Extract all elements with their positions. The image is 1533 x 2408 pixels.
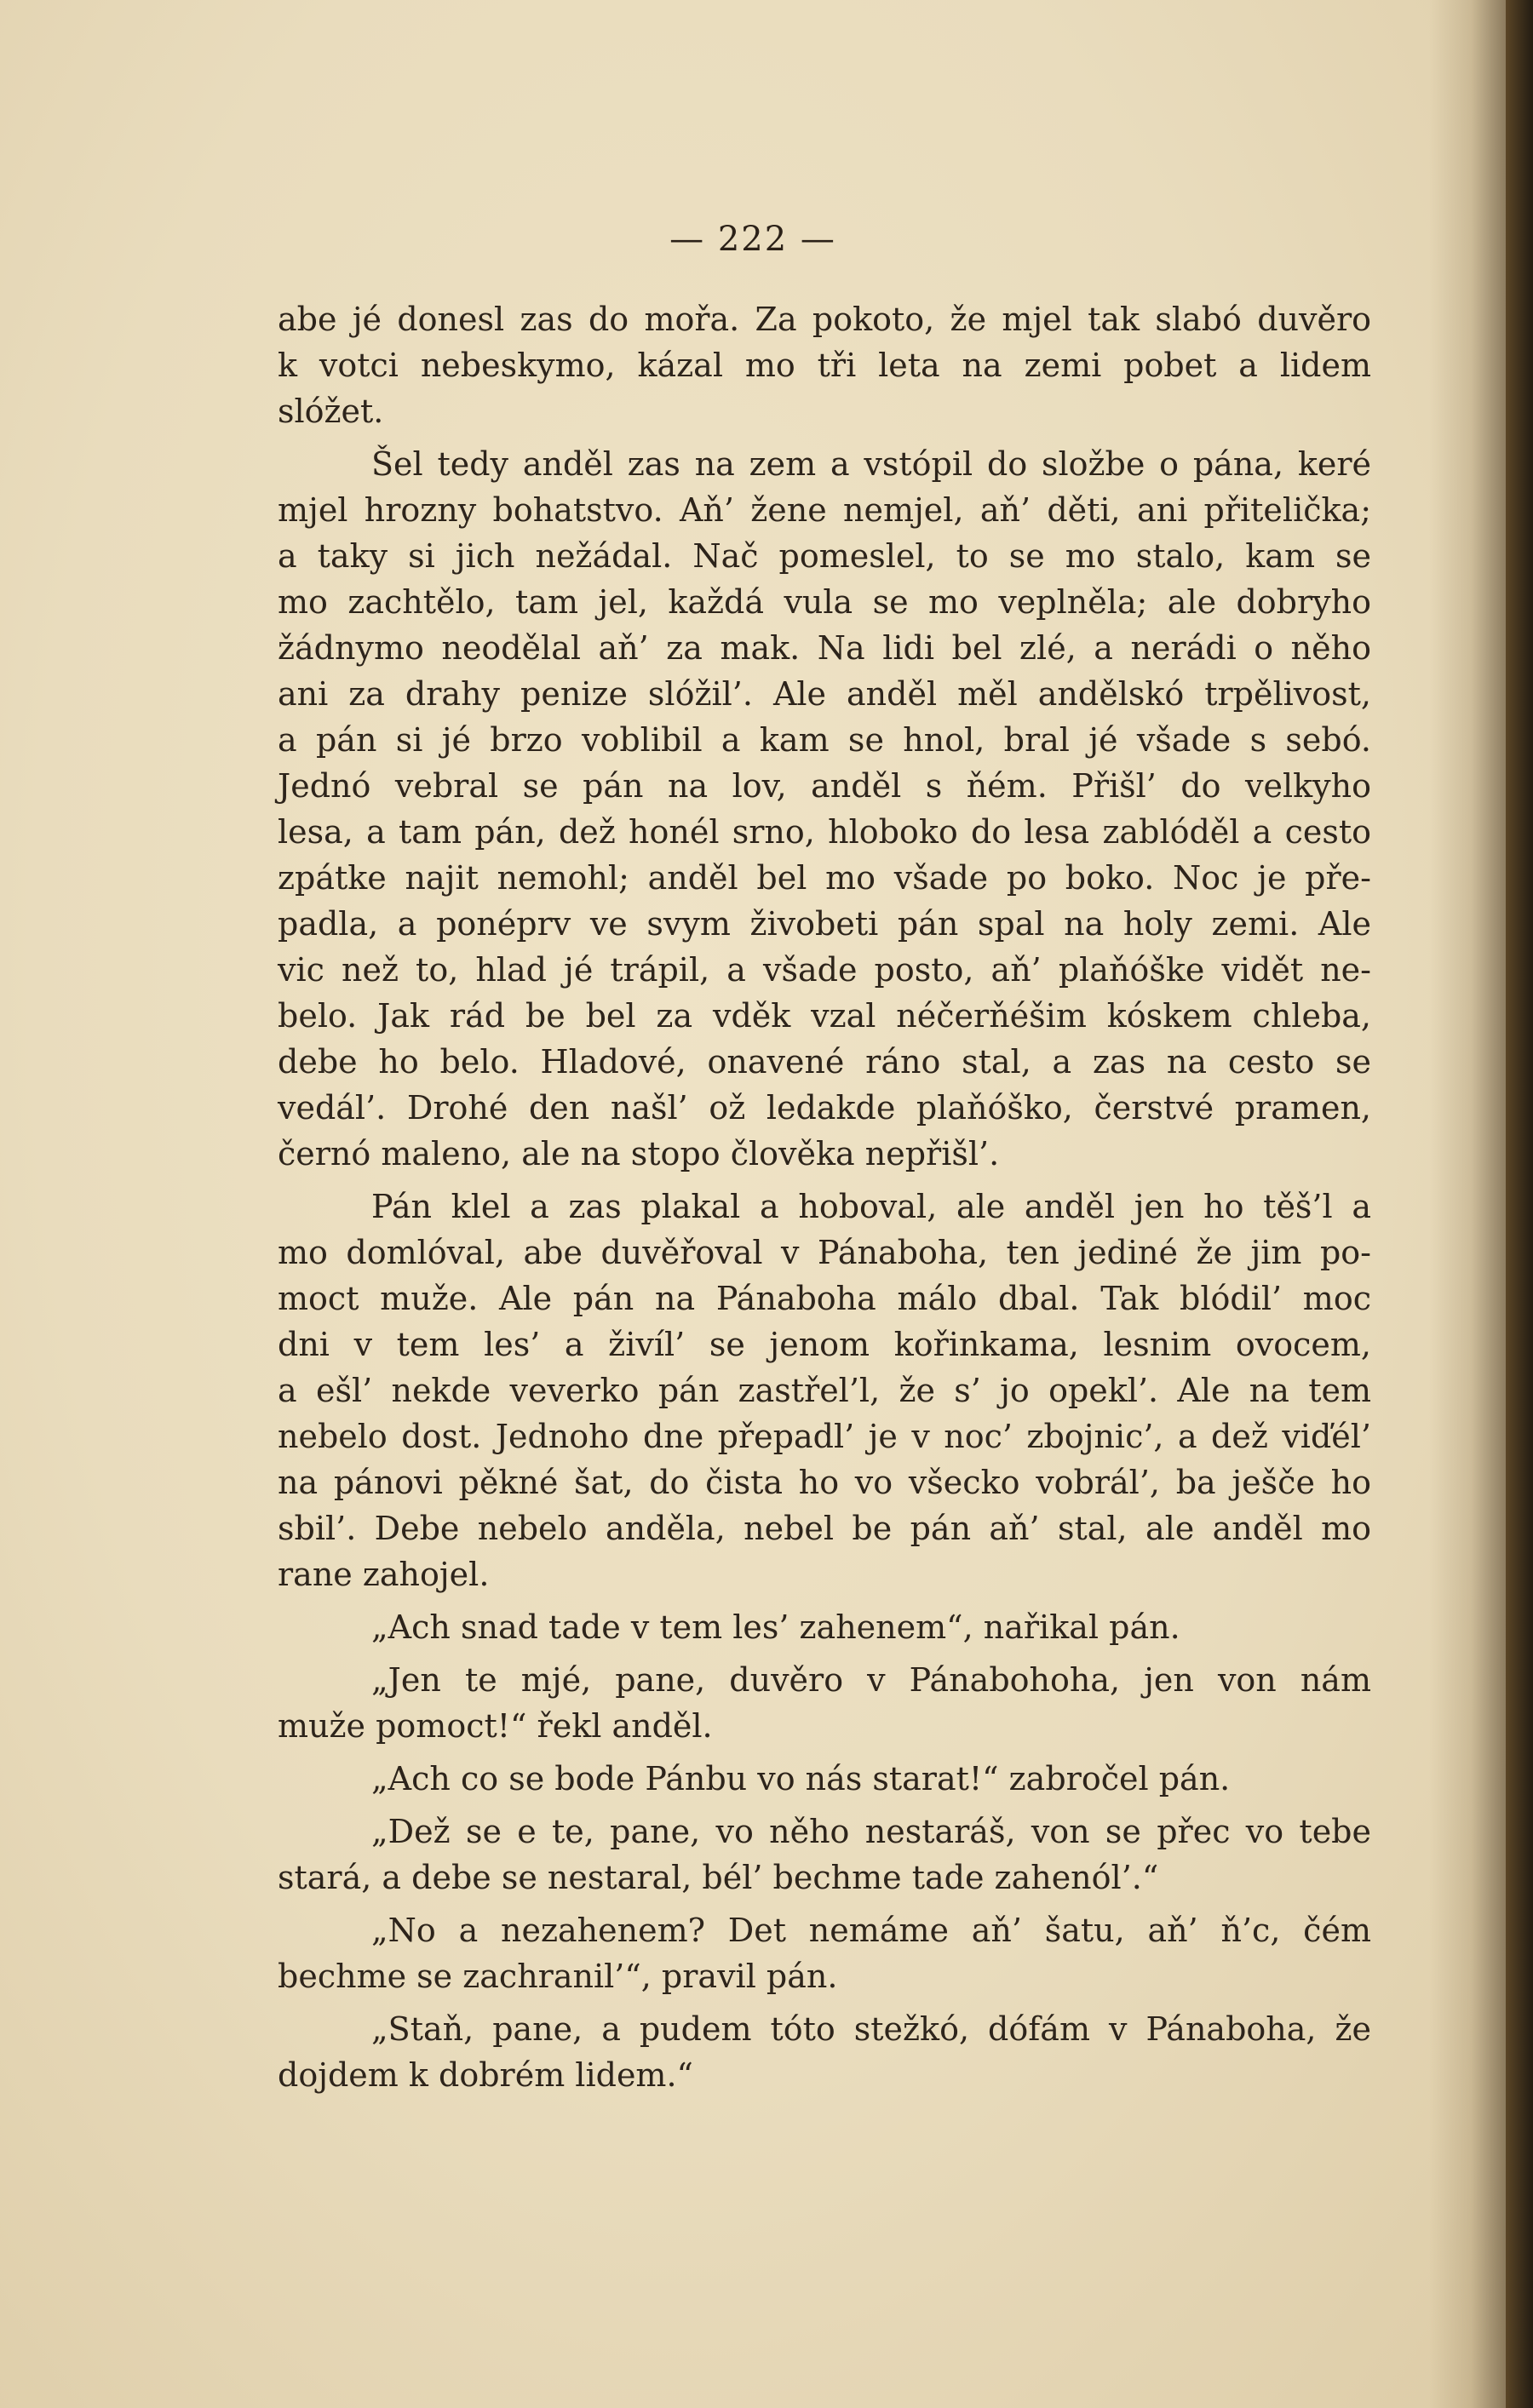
- dialogue-line: „Dež se e te, pane, vo něho nestaráš, von se přec vo tebe: [371, 1813, 1371, 1850]
- text-line: sbil’. Debe nebelo anděla, nebel be pán aň’ stal, ale anděl mo: [278, 1510, 1371, 1547]
- book-binding-edge: [1506, 0, 1533, 2408]
- page-text: [278, 296, 1371, 2098]
- page-number: — 222 —: [669, 220, 836, 259]
- text-line: vic než to, hlad jé trápil, a všade posto, aň’ plaňóške vidět ne-: [278, 951, 1371, 989]
- dialogue-line: „Staň, pane, a pudem tóto stežkó, dófám v Pánaboha, že: [371, 2010, 1371, 2048]
- page-gutter-shadow: [1429, 0, 1506, 2408]
- text-line: mjel hrozny bohatstvo. Aň’ žene nemjel, aň’ děti, ani přitelička;: [278, 491, 1371, 529]
- text-line: nebelo dost. Jednoho dne přepadl’ je v noc’ zbojnic’, a dež viďél’: [278, 1418, 1371, 1455]
- text-line: ani za drahy penize slóžil’. Ale anděl měl andělskó trpělivost,: [278, 675, 1371, 713]
- text-line: dojdem k dobrém lidem.“: [278, 2056, 693, 2094]
- paragraph-start: Pán klel a zas plakal a hoboval, ale anděl jen ho těš’l a: [371, 1188, 1371, 1225]
- text-line: muže pomoct!“ řekl anděl.: [278, 1707, 713, 1745]
- text-line: zpátke najit nemohl; anděl bel mo všade po boko. Noc je pře-: [278, 859, 1371, 897]
- dialogue-line: „Jen te mjé, pane, duvěro v Pánabohoha, jen von nám: [371, 1661, 1371, 1699]
- text-line: lesa, a tam pán, dež honél srno, hloboko do lesa zablóděl a cesto: [278, 813, 1371, 851]
- dialogue-line: „Ach co se bode Pánbu vo nás starat!“ zabročel pán.: [371, 1760, 1231, 1797]
- text-line: stará, a debe se nestaral, bél’ bechme tade zahenól’.“: [278, 1859, 1159, 1896]
- paragraph-start: Šel tedy anděl zas na zem a vstópil do složbe o pána, keré: [371, 445, 1371, 483]
- text-line: vedál’. Drohé den našl’ ož ledakde plaňóško, čerstvé pramen,: [278, 1089, 1371, 1127]
- text-line: slóžet.: [278, 393, 384, 430]
- text-line: mo zachtělo, tam jel, každá vula se mo veplněla; ale dobryho: [278, 583, 1371, 621]
- text-line: belo. Jak rád be bel za vděk vzal néčerňéšim kóskem chleba,: [278, 997, 1371, 1035]
- dialogue-line: „Ach snad tade v tem les’ zahenem“, nařikal pán.: [371, 1608, 1180, 1646]
- text-line: bechme se zachranil’“, pravil pán.: [278, 1958, 838, 1995]
- text-line: moct muže. Ale pán na Pánaboha málo dbal. Tak blódil’ moc: [278, 1280, 1371, 1317]
- text-line: a taky si jich nežádal. Nač pomeslel, to se mo stalo, kam se: [278, 537, 1371, 575]
- text-line: žádnymo neodělal aň’ za mak. Na lidi bel zlé, a nerádi o něho: [278, 629, 1371, 667]
- text-line: a ešl’ nekde veverko pán zastřel’l, že s’ jo opekl’. Ale na tem: [278, 1372, 1371, 1409]
- text-line: a pán si jé brzo voblibil a kam se hnol, bral jé všade s sebó.: [278, 721, 1371, 759]
- text-line: dni v tem les’ a živíl’ se jenom kořinkama, lesnim ovocem,: [278, 1326, 1371, 1363]
- text-line: rane zahojel.: [278, 1556, 490, 1593]
- text-line: padla, a ponéprv ve svym živobeti pán spal na holy zemi. Ale: [278, 905, 1371, 943]
- text-line: Jednó vebral se pán na lov, anděl s ňém. Přišl’ do velkyho: [278, 767, 1371, 805]
- text-line: na pánovi pěkné šat, do čista ho vo všecko vobrál’, ba ješče ho: [278, 1464, 1371, 1501]
- text-line: k votci nebeskymo, kázal mo tři leta na zemi pobet a lidem: [278, 347, 1371, 384]
- text-line: debe ho belo. Hladové, onavené ráno stal, a zas na cesto se: [278, 1043, 1371, 1081]
- text-line: černó maleno, ale na stopo člověka nepřišl’.: [278, 1135, 1000, 1172]
- dialogue-line: „No a nezahenem? Det nemáme aň’ šatu, aň’ ň’c, čém: [371, 1912, 1371, 1949]
- text-line: abe jé donesl zas do mořa. Za pokoto, že mjel tak slabó duvěro: [278, 301, 1371, 338]
- text-line: mo domlóval, abe duvěřoval v Pánaboha, ten jediné že jim po-: [278, 1234, 1371, 1271]
